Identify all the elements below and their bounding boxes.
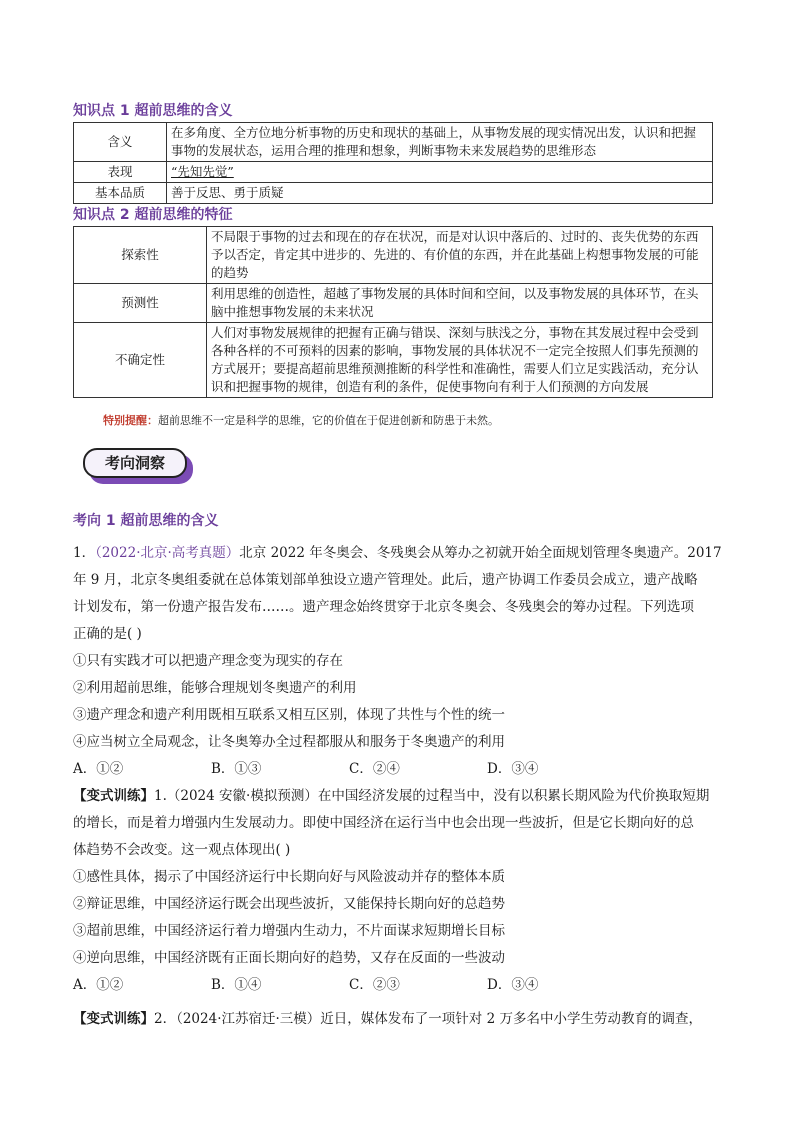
question-line: 正确的是( ) [73, 626, 142, 642]
kp2-text-explore: 不局限于事物的过去和现在的存在状况，而是对认识中落后的、过时的、丧失优势的东西予以否定，肯定其中进步的、先进的、有价值的东西，并在此基础上构想事物发展的可能的趋势 [207, 227, 713, 284]
option-b[interactable]: B．①④ [211, 977, 262, 993]
kp1-heading: 知识点 1 超前思维的含义 [73, 103, 233, 119]
kp1-label-quality: 基本品质 [74, 183, 167, 204]
special-reminder [103, 412, 499, 428]
answer-options [73, 972, 721, 999]
question-source: （2022·北京·高考真题） [95, 545, 240, 561]
table-row [74, 323, 713, 398]
table-row [74, 162, 713, 183]
kp2-table [73, 226, 713, 398]
question-1 [73, 540, 721, 783]
option-c[interactable]: C．②④ [349, 761, 400, 777]
section-title: 考向 1 超前思维的含义 [73, 513, 219, 529]
question-line: 1．（2022·北京·高考真题）北京 2022 年冬奥会、冬残奥会从筹办之初就开始全面规划管理冬奥遗产。2017 [73, 545, 722, 561]
option-b[interactable]: B．①③ [211, 761, 262, 777]
option-c[interactable]: C．②③ [349, 977, 400, 993]
statement-item: ①感性具体，揭示了中国经济运行中长期向好与风险波动并存的整体本质 [73, 869, 505, 885]
table-row [74, 227, 713, 284]
answer-options [73, 756, 721, 783]
reminder-label: 特别提醒： [103, 414, 158, 427]
question-line: 的增长，而是着力增强内生发展动力。即使中国经济在运行当中也会出现一些波折，但是它长期向好的总 [73, 815, 694, 831]
question-line: 年 9 月，北京冬奥组委就在总体策划部单独设立遗产管理处。此后，遗产协调工作委员会成立，遗产战略 [73, 572, 698, 588]
kp2-label-uncertain: 不确定性 [74, 323, 207, 398]
statement-item: ④逆向思维，中国经济既有正面长期向好的趋势，又存在反面的一些波动 [73, 950, 505, 966]
table-row [74, 284, 713, 323]
question-number: 1． [73, 545, 96, 561]
statement-item: ②辩证思维，中国经济运行既会出现些波折，又能保持长期向好的总趋势 [73, 896, 505, 912]
statement-item: ②利用超前思维，能够合理规划冬奥遗产的利用 [73, 680, 357, 696]
kp1-label-manifest: 表现 [74, 162, 167, 183]
question-line: 计划发布，第一份遗产报告发布……。遗产理念始终贯穿于北京冬奥会、冬残奥会的筹办过程。下列选项 [73, 599, 694, 615]
variant-question-1 [73, 783, 721, 999]
option-a[interactable]: A．①② [73, 761, 124, 777]
option-d[interactable]: D．③④ [487, 761, 539, 777]
kp1-text-meaning: 在多角度、全方位地分析事物的历史和现状的基础上，从事物发展的现实情况出发，认识和把握事物的发展状态，运用合理的推理和想象，判断事物未来发展趋势的思维形态 [167, 123, 713, 162]
variant-question-2 [73, 1006, 721, 1033]
question-line: 体趋势不会改变。这一观点体现出( ) [73, 842, 291, 858]
kp2-text-predict: 利用思维的创造性，超越了事物发展的具体时间和空间，以及事物发展的具体环节，在头脑中推想事物发展的未来状况 [207, 284, 713, 323]
badge-label: 考向洞察 [83, 448, 187, 478]
statement-item: ③遗产理念和遗产利用既相互联系又相互区别，体现了共性与个性的统一 [73, 707, 505, 723]
variant-tag: 【变式训练】 [73, 1011, 154, 1027]
kp2-text-uncertain: 人们对事物发展规律的把握有正确与错误、深刻与肤浅之分，事物在其发展过程中会受到各种各样的不可预料的因素的影响，事物发展的具体状况不一定完全按照人们事先预测的方式展开；要提高超前思维预测推断的科学性和准确性，需要人们立足实践活动，充分认识和把握事物的规律，创造有利的条件，促使事物向有利于人们预测的方向发展 [207, 323, 713, 398]
kp2-label-predict: 预测性 [74, 284, 207, 323]
option-a[interactable]: A．①② [73, 977, 124, 993]
statement-item: ③超前思维，中国经济运行着力增强内生动力，不片面谋求短期增长目标 [73, 923, 505, 939]
variant-tag: 【变式训练】 [73, 788, 154, 804]
section-badge [83, 448, 195, 488]
kp1-label-meaning: 含义 [74, 123, 167, 162]
kp2-heading: 知识点 2 超前思维的特征 [73, 207, 233, 223]
table-row [74, 123, 713, 162]
kp1-text-quality: 善于反思、勇于质疑 [167, 183, 713, 204]
reminder-text: 超前思维不一定是科学的思维，它的价值在于促进创新和防患于未然。 [158, 414, 499, 427]
question-line: 【变式训练】2．（2024·江苏宿迁·三模）近日，媒体发布了一项针对 2 万多名中小学生劳动教育的调查， [73, 1011, 702, 1027]
statement-item: ④应当树立全局观念，让冬奥筹办全过程都服从和服务于冬奥遗产的利用 [73, 734, 505, 750]
table-row [74, 183, 713, 204]
option-d[interactable]: D．③④ [487, 977, 539, 993]
kp1-table [73, 122, 713, 204]
kp1-text-manifest: “先知先觉” [167, 162, 713, 183]
question-line: 【变式训练】1.（2024 安徽·模拟预测）在中国经济发展的过程当中，没有以积累长期风险为代价换取短期 [73, 788, 710, 804]
kp2-label-explore: 探索性 [74, 227, 207, 284]
statement-item: ①只有实践才可以把遗产理念变为现实的存在 [73, 653, 343, 669]
